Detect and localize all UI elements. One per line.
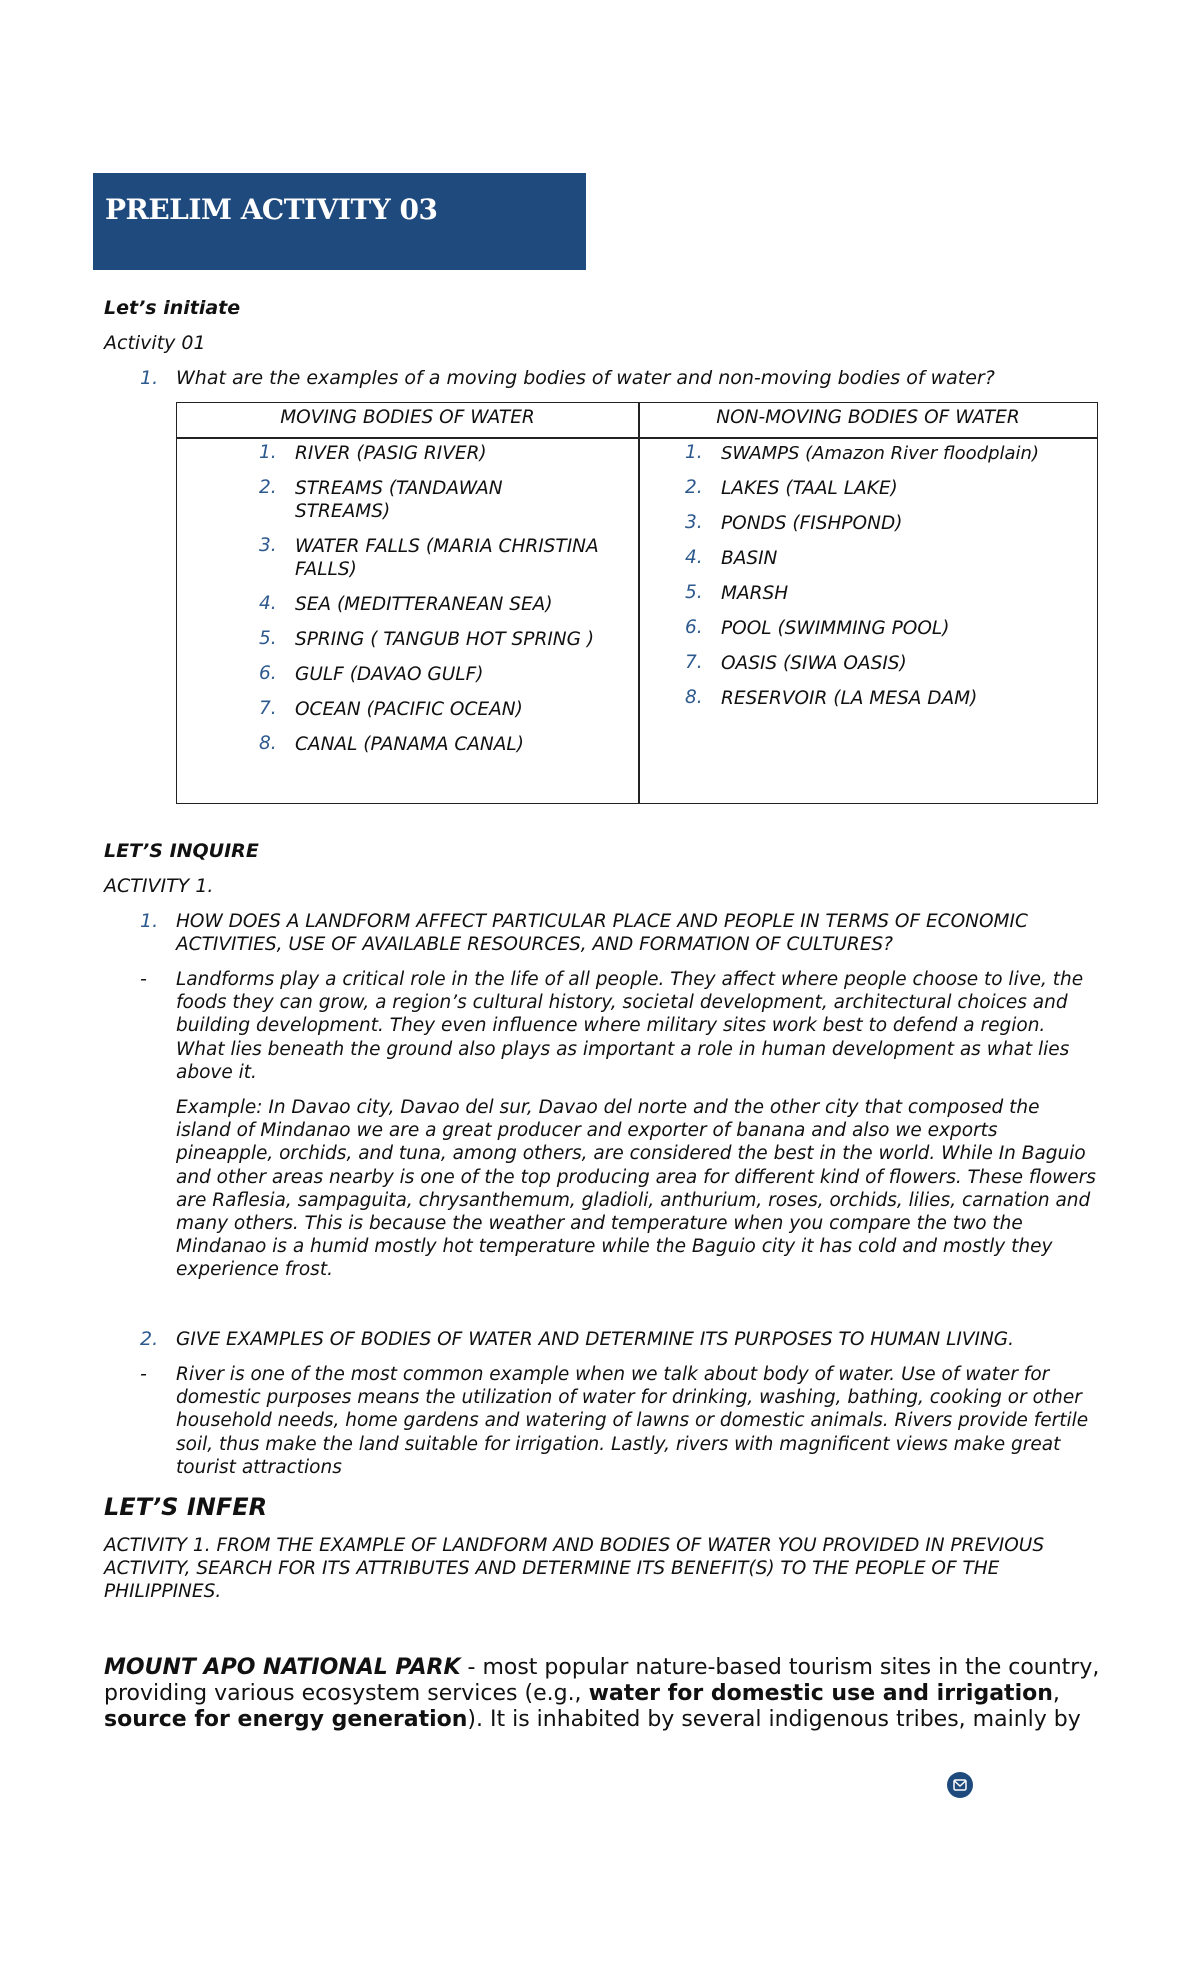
answer-1-example: Example: In Davao city, Davao del sur, Davao del norte and the other city that composed the island of Mindanao we are a great producer and exporter of banana and also we exports pineapple, orchids, and tuna, among others, are considered the best in the world. While In Baguio and other areas nearby is one of the top producing area for different kind of flowers. These flowers are Raflesia, sampaguita, chrysanthemum, gladioli, anthurium, roses, orchids, lilies, carnation and many others. This is because the weather and temperature when you compare the two the Mindanao is a humid mostly hot temperature while the Baguio city it has cold and mostly they experience frost.: [176, 1097, 1096, 1281]
park-text-2: ,: [1052, 1681, 1060, 1706]
mount-apo-paragraph: [104, 1655, 1114, 1733]
park-name: MOUNT APO NATIONAL PARK: [104, 1655, 461, 1680]
park-text-1: most popular nature-based tourism sites in the country, providing various ecosystem services (e.g.,: [104, 1655, 1100, 1706]
list-item: BASIN: [721, 548, 778, 569]
infer-heading: LET’S INFER: [104, 1493, 268, 1521]
answer-2: River is one of the most common example when we talk about body of water. Use of water for domestic purposes means the utilization of water for drinking, washing, bathing, cooking or other household needs, home gardens and watering of lawns or domestic animals. Rivers provide fertile soil, thus make the land suitable for irrigation. Lastly, rivers with magnificent views make great tourist attractions: [176, 1364, 1089, 1478]
inquire-activity: ACTIVITY 1.: [104, 875, 214, 897]
list-item: SWAMPS (Amazon River floodplain): [721, 443, 1039, 464]
table-header-moving: MOVING BODIES OF WATER: [280, 407, 535, 428]
bodies-of-water-table: [176, 402, 1098, 804]
list-item: SPRING ( TANGUB HOT SPRING ): [295, 629, 595, 650]
park-text-3: ). It is inhabited by several indigenous tribes, mainly by: [467, 1707, 1081, 1732]
list-item-number: 8.: [259, 733, 277, 754]
park-separator: -: [460, 1655, 483, 1680]
infer-activity: ACTIVITY 1. FROM THE EXAMPLE OF LANDFORM AND BODIES OF WATER YOU PROVIDED IN PREVIOUS ACTIVITY, SEARCH FOR ITS ATTRIBUTES AND DETERMINE ITS BENEFIT(S) TO THE PEOPLE OF THE PHILIPPINES.: [104, 1535, 1045, 1603]
list-item: MARSH: [721, 583, 789, 604]
table-header-non-moving: NON-MOVING BODIES OF WATER: [716, 407, 1020, 428]
list-item-number: 8.: [685, 687, 703, 708]
list-item-number: 3.: [259, 535, 277, 556]
park-bold-2: source for energy generation: [104, 1707, 468, 1732]
inquire-heading: LET’S INQUIRE: [104, 840, 259, 862]
list-item-number: 7.: [259, 698, 277, 719]
list-item: STREAMS (TANDAWAN STREAMS): [295, 478, 503, 522]
list-item: RESERVOIR (LA MESA DAM): [721, 688, 978, 709]
list-item: WATER FALLS (MARIA CHRISTINA FALLS): [295, 536, 599, 580]
initiate-heading: Let’s initiate: [104, 297, 241, 319]
list-item: CANAL (PANAMA CANAL): [295, 734, 524, 755]
inquire-question-2: GIVE EXAMPLES OF BODIES OF WATER AND DETERMINE ITS PURPOSES TO HUMAN LIVING.: [176, 1329, 1015, 1350]
list-item-number: 1.: [685, 442, 703, 463]
inquire-question-1: HOW DOES A LANDFORM AFFECT PARTICULAR PLACE AND PEOPLE IN TERMS OF ECONOMIC ACTIVITIES, USE OF AVAILABLE RESOURCES, AND FORMATION OF CULTURES?: [176, 911, 1028, 956]
answer-1: Landforms play a critical role in the life of all people. They affect where people choose to live, the foods they can grow, a region’s cultural history, societal development, architectural choices and building development. They even influence where military sites work best to defend a region. What lies beneath the ground also plays as important a role in human development as what lies above it.: [176, 969, 1084, 1083]
initiate-question: What are the examples of a moving bodies of water and non-moving bodies of water?: [176, 367, 995, 389]
list-item-number: 1.: [259, 442, 277, 463]
list-item: GULF (DAVAO GULF): [295, 664, 484, 685]
list-item: RIVER (PASIG RIVER): [295, 443, 487, 464]
list-item: OASIS (SIWA OASIS): [721, 653, 907, 674]
list-item-number: 4.: [259, 593, 277, 614]
table-column-divider: [638, 403, 640, 803]
answer-1-dash: -: [140, 968, 147, 990]
park-bold-1: water for domestic use and irrigation: [588, 1681, 1053, 1706]
initiate-activity: Activity 01: [104, 332, 206, 354]
list-item-number: 2.: [259, 477, 277, 498]
title-banner: [93, 173, 586, 270]
page-title: PRELIM ACTIVITY 03: [105, 193, 438, 226]
list-item: OCEAN (PACIFIC OCEAN): [295, 699, 523, 720]
list-item: POOL (SWIMMING POOL): [721, 618, 950, 639]
list-item: LAKES (TAAL LAKE): [721, 478, 898, 499]
list-item-number: 5.: [259, 628, 277, 649]
list-item-number: 7.: [685, 652, 703, 673]
list-item: SEA (MEDITTERANEAN SEA): [295, 594, 553, 615]
initiate-q-number: 1.: [140, 367, 159, 389]
inquire-q1-number: 1.: [140, 910, 159, 932]
mail-icon[interactable]: [947, 1772, 973, 1798]
list-item-number: 6.: [259, 663, 277, 684]
list-item: PONDS (FISHPOND): [721, 513, 903, 534]
envelope-glyph: [953, 1779, 967, 1791]
list-item-number: 3.: [685, 512, 703, 533]
list-item-number: 5.: [685, 582, 703, 603]
list-item-number: 4.: [685, 547, 703, 568]
list-item-number: 2.: [685, 477, 703, 498]
inquire-q2-number: 2.: [140, 1328, 159, 1350]
list-item-number: 6.: [685, 617, 703, 638]
table-header-divider: [177, 437, 1097, 439]
answer-2-dash: -: [140, 1363, 147, 1385]
